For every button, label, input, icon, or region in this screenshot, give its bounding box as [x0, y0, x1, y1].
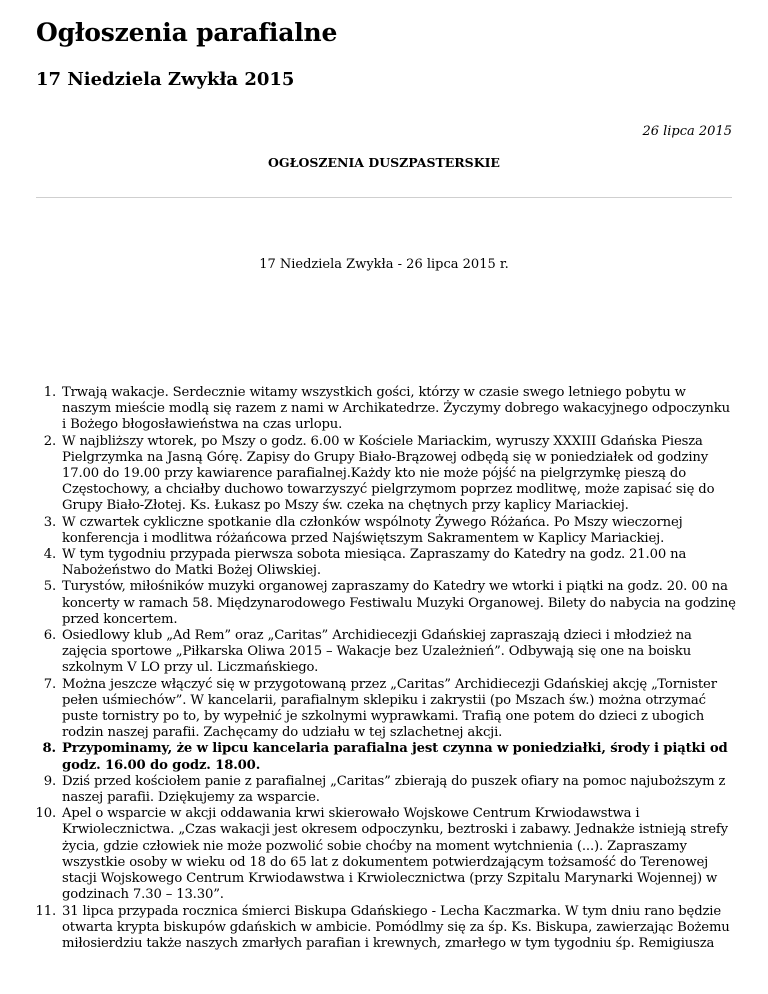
list-item: [35, 806, 738, 903]
section-heading: OGŁOSZENIA DUSZPASTERSKIE: [268, 155, 500, 170]
lead-line: 17 Niedziela Zwykła - 26 lipca 2015 r.: [259, 257, 509, 272]
item-text: W czwartek cykliczne spotkanie dla członków wspólnoty Żywego Różańca. Po Mszy wieczornej konferencja i modlitwa różańcowa przed Najświętszym Sakramentem w Kaplicy Mariackiej.: [62, 514, 683, 546]
item-number: 2.: [43, 433, 56, 449]
item-number: 6.: [43, 628, 56, 644]
list-item: [43, 676, 738, 742]
publication-date: 26 lipca 2015: [642, 124, 732, 139]
item-number: 5.: [43, 579, 56, 595]
item-number: 7.: [43, 676, 56, 692]
list-item: [43, 628, 738, 677]
item-number: 10.: [35, 806, 56, 822]
list-item: [43, 433, 738, 515]
item-text: Przypominamy, że w lipcu kancelaria parafialna jest czynna w poniedziałki, środy i piątki od godz. 16.00 do godz. 18.00.: [62, 741, 728, 773]
list-item: [43, 514, 738, 547]
item-number: 9.: [43, 773, 56, 789]
page-title: Ogłoszenia parafialne: [36, 18, 338, 47]
page-subtitle: 17 Niedziela Zwykła 2015: [36, 69, 295, 90]
item-text: 31 lipca przypada rocznica śmierci Biskupa Gdańskiego - Lecha Kaczmarka. W tym dniu rano będzie otwarta krypta biskupów gdańskich w ambicie. Pomódlmy się za śp. Ks. Biskupa, zawierzając Bożemu miłosierdziu także naszych zmarłych parafian i krewnych, zmarłego w tym tygodniu śp. Remigiusza: [62, 903, 730, 951]
list-item: [43, 579, 738, 628]
list-item: [43, 547, 738, 579]
item-text: W tym tygodniu przypada pierwsza sobota miesiąca. Zapraszamy do Katedry na godz. 21.00 na Nabożeństwo do Matki Bożej Oliwskiej.: [62, 547, 687, 579]
list-item: [35, 903, 738, 953]
divider: [36, 197, 732, 198]
item-text: Osiedlowy klub „Ad Rem” oraz „Caritas” Archidiecezji Gdańskiej zapraszają dzieci i młodzież na zajęcia sportowe „Piłkarska Oliwa 2015 – Wakacje bez Uzależnień”. Odbywają się one na boisku szkolnym V LO przy ul. Liczmańskiego.: [62, 628, 692, 676]
item-number: 8.: [42, 741, 56, 757]
list-item: [43, 773, 738, 806]
list-item: [43, 385, 738, 434]
item-text: Można jeszcze włączyć się w przygotowaną przez „Caritas” Archidiecezji Gdańskiej akcję „Tornister pełen uśmiechów”. W kancelarii, parafialnym sklepiku i zakrystii (po Mszach św.) można otrzymać puste tornistry po to, by wypełnić je szkolnymi wyprawkami. Trafią one potem do dzieci z ubogich rodzin naszej parafii. Zachęcamy do udziału w tej szlachetnej akcji.: [62, 676, 717, 741]
item-text: Dziś przed kościołem panie z parafialnej „Caritas” zbierają do puszek ofiary na pomoc najuboższym z naszej parafii. Dziękujemy za wsparcie.: [62, 773, 726, 806]
item-number: 11.: [35, 903, 56, 919]
item-text: Apel o wsparcie w akcji oddawania krwi skierowało Wojskowe Centrum Krwiodawstwa i Krwiolecznictwa. „Czas wakacji jest okresem odpoczynku, beztroski i zabawy. Jednakże istnieją strefy życia, gdzie człowiek nie może pozwolić sobie choćby na moment wytchnienia (...). Zapraszamy wszystkie osoby w wieku od 18 do 65 lat z dokumentem potwierdzającym tożsamość do Terenowej stacji Wojskowego Centrum Krwiodawstwa i Krwiolecznictwa (przy Szpitalu Marynarki Wojennej) w godzinach 7.30 – 13.30”.: [62, 806, 728, 903]
announcements-list: [35, 385, 738, 952]
list-item-highlighted: [42, 741, 738, 773]
item-number: 1.: [43, 385, 56, 400]
item-number: 4.: [43, 547, 56, 563]
item-text: Trwają wakacje. Serdecznie witamy wszystkich gości, którzy w czasie swego letniego pobytu w naszym mieście modlą się razem z nami w Archikatedrze. Życzymy dobrego wakacyjnego odpoczynku i Bożego błogosławieństwa na czas urlopu.: [62, 385, 730, 433]
item-number: 3.: [43, 514, 56, 530]
item-text: Turystów, miłośników muzyki organowej zapraszamy do Katedry we wtorki i piątki na godz. 20. 00 na koncerty w ramach 58. Międzynarodowego Festiwalu Muzyki Organowej. Bilety do nabycia na godzinę przed koncertem.: [62, 579, 736, 627]
item-text: W najbliższy wtorek, po Mszy o godz. 6.00 w Kościele Mariackim, wyruszy XXXIII Gdańska Piesza Pielgrzymka na Jasną Górę. Zapisy do Grupy Biało-Brązowej odbędą się w poniedziałek od godziny 17.00 do 19.00 przy kawiarence parafialnej.Każdy kto nie może pójść na pielgrzymkę pieszą do Częstochowy, a chciałby duchowo towarzyszyć pielgrzymom poprzez modlitwę, może zapisać się do Grupy Biało-Złotej. Ks. Łukasz po Mszy św. czeka na chętnych przy kaplicy Mariackiej.: [62, 433, 715, 514]
